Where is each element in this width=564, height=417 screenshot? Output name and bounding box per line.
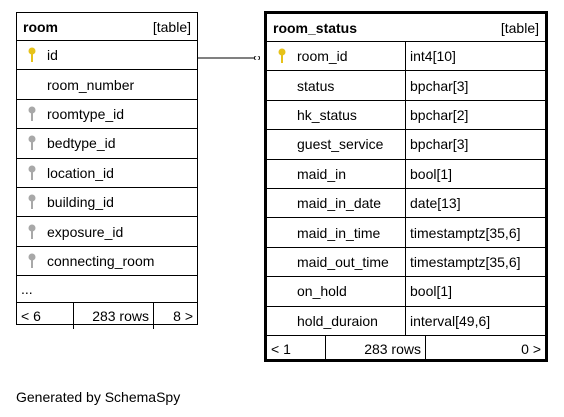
room-status-column-name: maid_out_time [297, 253, 389, 270]
room-status-column-type: bool[1] [405, 277, 545, 305]
room-status-column-type: timestamptz[35,6] [405, 218, 545, 246]
room-more-columns: ... [17, 276, 197, 303]
room-status-column-row [267, 248, 545, 277]
foreign-key-icon [21, 165, 43, 181]
primary-key-icon [21, 47, 43, 63]
room-column-name: id [47, 47, 58, 64]
primary-key-icon [271, 48, 293, 64]
room-status-column-name: hold_duraion [297, 312, 378, 329]
room-status-table [264, 11, 548, 362]
foreign-key-icon [21, 194, 43, 210]
room-column-name-cell [17, 41, 197, 69]
room-status-column-name-cell [267, 101, 405, 129]
room-status-column-row [267, 71, 545, 100]
room-status-column-row [267, 307, 545, 336]
room-status-column-type: int4[10] [405, 42, 545, 70]
room-status-column-name: room_id [297, 48, 348, 65]
room-status-column-row [267, 130, 545, 159]
room-status-footer-rows: 283 rows [325, 336, 425, 362]
room-table [16, 12, 198, 325]
room-column-row [17, 41, 197, 70]
room-column-name: building_id [47, 194, 114, 211]
room-column-name-cell [17, 129, 197, 157]
room-status-table-title: room_status [273, 19, 358, 36]
room-status-column-type: bpchar[2] [405, 101, 545, 129]
room-table-kind: [table] [152, 18, 191, 35]
relationship-zero-marker [255, 56, 260, 60]
room-footer-rows: 283 rows [73, 303, 153, 329]
room-column-row [17, 129, 197, 158]
room-status-column-name-cell [267, 130, 405, 158]
room-status-table-footer [267, 336, 545, 362]
room-footer-right: 8 > [153, 303, 197, 329]
relationship-connector [198, 56, 268, 60]
room-status-table-header [267, 14, 545, 42]
room-status-column-row [267, 42, 545, 71]
room-status-column-type: bpchar[3] [405, 71, 545, 99]
room-table-header [17, 13, 197, 41]
room-status-column-type: bpchar[3] [405, 130, 545, 158]
room-column-row [17, 247, 197, 276]
room-footer-left: < 6 [21, 308, 41, 325]
room-status-column-type: interval[49,6] [405, 307, 545, 335]
room-status-column-row [267, 189, 545, 218]
room-table-title: room [23, 18, 58, 35]
room-status-column-row [267, 277, 545, 306]
room-column-name: location_id [47, 164, 114, 181]
room-status-column-row [267, 160, 545, 189]
room-column-name: bedtype_id [47, 135, 116, 152]
room-column-name: room_number [47, 76, 135, 93]
room-status-column-name: maid_in_time [297, 224, 381, 241]
room-status-column-name: hk_status [297, 106, 357, 123]
room-status-column-name: maid_in_date [297, 195, 382, 212]
room-column-name: roomtype_id [47, 105, 125, 122]
room-status-column-row [267, 218, 545, 247]
room-status-footer-right: 0 > [425, 336, 545, 362]
room-status-column-name: guest_service [297, 136, 384, 153]
room-status-footer-left: < 1 [271, 340, 291, 357]
room-status-column-name-cell [267, 248, 405, 276]
foreign-key-icon [21, 106, 43, 122]
room-status-column-type: date[13] [405, 189, 545, 217]
foreign-key-icon [21, 135, 43, 151]
room-column-name-cell [17, 217, 197, 245]
room-status-column-name-cell [267, 71, 405, 99]
room-status-column-type: bool[1] [405, 160, 545, 188]
room-column-name-cell [17, 70, 197, 98]
room-status-table-kind: [table] [500, 19, 539, 36]
room-column-row [17, 70, 197, 99]
room-column-row [17, 100, 197, 129]
foreign-key-icon [21, 253, 43, 269]
room-status-column-row [267, 101, 545, 130]
room-status-column-name-cell [267, 160, 405, 188]
room-status-column-name-cell [267, 218, 405, 246]
foreign-key-icon [21, 224, 43, 240]
room-table-footer [17, 303, 197, 329]
generated-by-caption: Generated by SchemaSpy [16, 389, 181, 405]
room-column-name-cell [17, 247, 197, 275]
room-status-column-name-cell [267, 307, 405, 335]
room-column-name-cell [17, 188, 197, 216]
room-status-column-name-cell [267, 277, 405, 305]
room-column-row [17, 188, 197, 217]
room-status-column-name-cell [267, 189, 405, 217]
room-status-column-name: on_hold [297, 283, 347, 300]
room-column-name: connecting_room [47, 252, 155, 269]
room-status-column-name: maid_in [297, 165, 347, 182]
room-status-column-name: status [297, 77, 335, 94]
room-column-name-cell [17, 159, 197, 187]
room-column-row [17, 159, 197, 188]
room-status-column-type: timestamptz[35,6] [405, 248, 545, 276]
room-column-row [17, 217, 197, 246]
room-column-name: exposure_id [47, 223, 124, 240]
room-column-name-cell [17, 100, 197, 128]
room-status-column-name-cell [267, 42, 405, 70]
